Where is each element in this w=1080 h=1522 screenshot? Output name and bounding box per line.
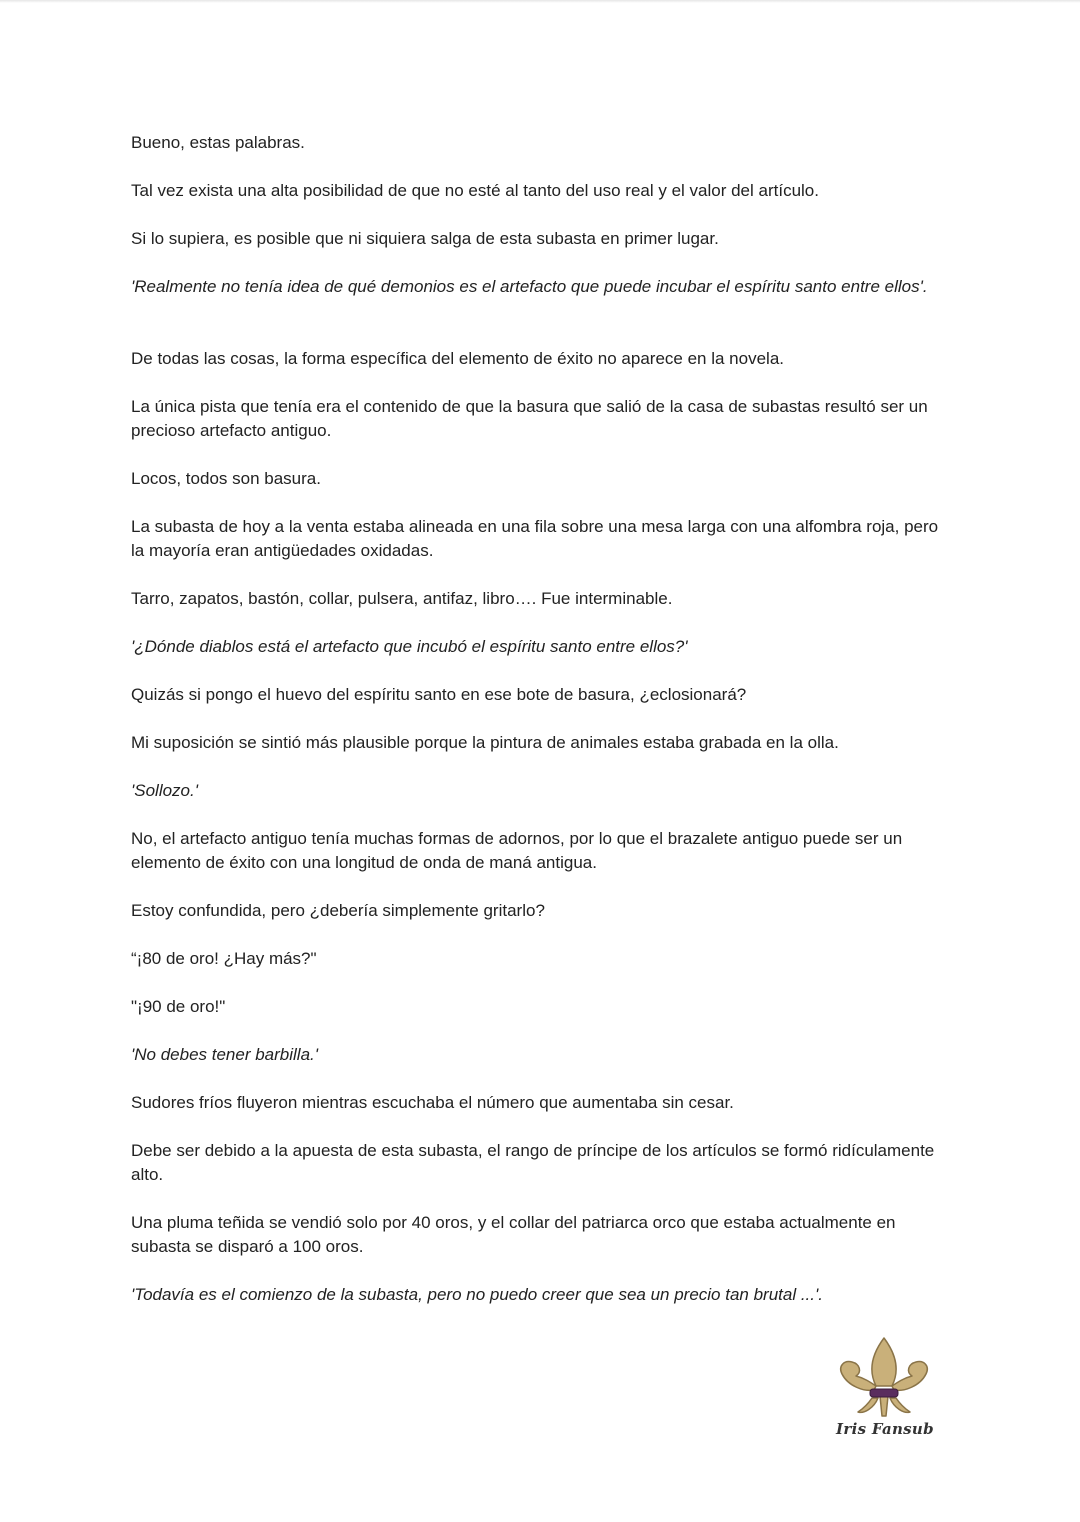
paragraph: La única pista que tenía era el contenido de que la basura que salió de la casa de subastas resultó ser un precioso artefacto antiguo. xyxy=(131,397,928,440)
paragraph: Locos, todos son basura. xyxy=(131,469,321,488)
paragraph: Mi suposición se sintió más plausible porque la pintura de animales estaba grabada en la olla. xyxy=(131,733,839,752)
paragraph-italic: 'Todavía es el comienzo de la subasta, pero no puedo creer que sea un precio tan brutal ...'. xyxy=(131,1285,823,1304)
paragraph: Si lo supiera, es posible que ni siquiera salga de esta subasta en primer lugar. xyxy=(131,229,719,248)
paragraph: Quizás si pongo el huevo del espíritu santo en ese bote de basura, ¿eclosionará? xyxy=(131,685,747,704)
paragraph: De todas las cosas, la forma específica del elemento de éxito no aparece en la novela. xyxy=(131,349,784,368)
paragraph: Bueno, estas palabras. xyxy=(131,133,305,152)
paragraph: No, el artefacto antiguo tenía muchas formas de adornos, por lo que el brazalete antiguo puede ser un elemento de éxito con una longitud de onda de maná antigua. xyxy=(131,829,903,872)
paragraph: Una pluma teñida se vendió solo por 40 oros, y el collar del patriarca orco que estaba actualmente en subasta se disparó a 100 oros. xyxy=(131,1213,896,1256)
brand-name: Iris Fansub xyxy=(836,1420,934,1438)
paragraph: Debe ser debido a la apuesta de esta subasta, el rango de príncipe de los artículos se formó ridículamente alto. xyxy=(131,1141,935,1184)
paragraph: Tarro, zapatos, bastón, collar, pulsera, antifaz, libro…. Fue interminable. xyxy=(131,589,673,608)
paragraph: La subasta de hoy a la venta estaba alineada en una fila sobre una mesa larga con una alfombra roja, pero la mayoría eran antigüedades oxidadas. xyxy=(131,517,939,560)
paragraph-italic: 'Realmente no tenía idea de qué demonios es el artefacto que puede incubar el espíritu santo entre ellos'. xyxy=(131,277,928,296)
paragraph-italic: 'No debes tener barbilla.' xyxy=(131,1045,318,1064)
paragraph-italic: '¿Dónde diablos está el artefacto que incubó el espíritu santo entre ellos?' xyxy=(131,637,688,656)
paragraph: “¡80 de oro! ¿Hay más?" xyxy=(131,949,317,968)
paragraph: "¡90 de oro!" xyxy=(131,997,226,1016)
paragraph: Estoy confundida, pero ¿debería simplemente gritarlo? xyxy=(131,901,545,920)
paragraph: Sudores fríos fluyeron mientras escuchaba el número que aumentaba sin cesar. xyxy=(131,1093,734,1112)
paragraph-italic: 'Sollozo.' xyxy=(131,781,198,800)
paragraph: Tal vez exista una alta posibilidad de que no esté al tanto del uso real y el valor del artículo. xyxy=(131,181,819,200)
